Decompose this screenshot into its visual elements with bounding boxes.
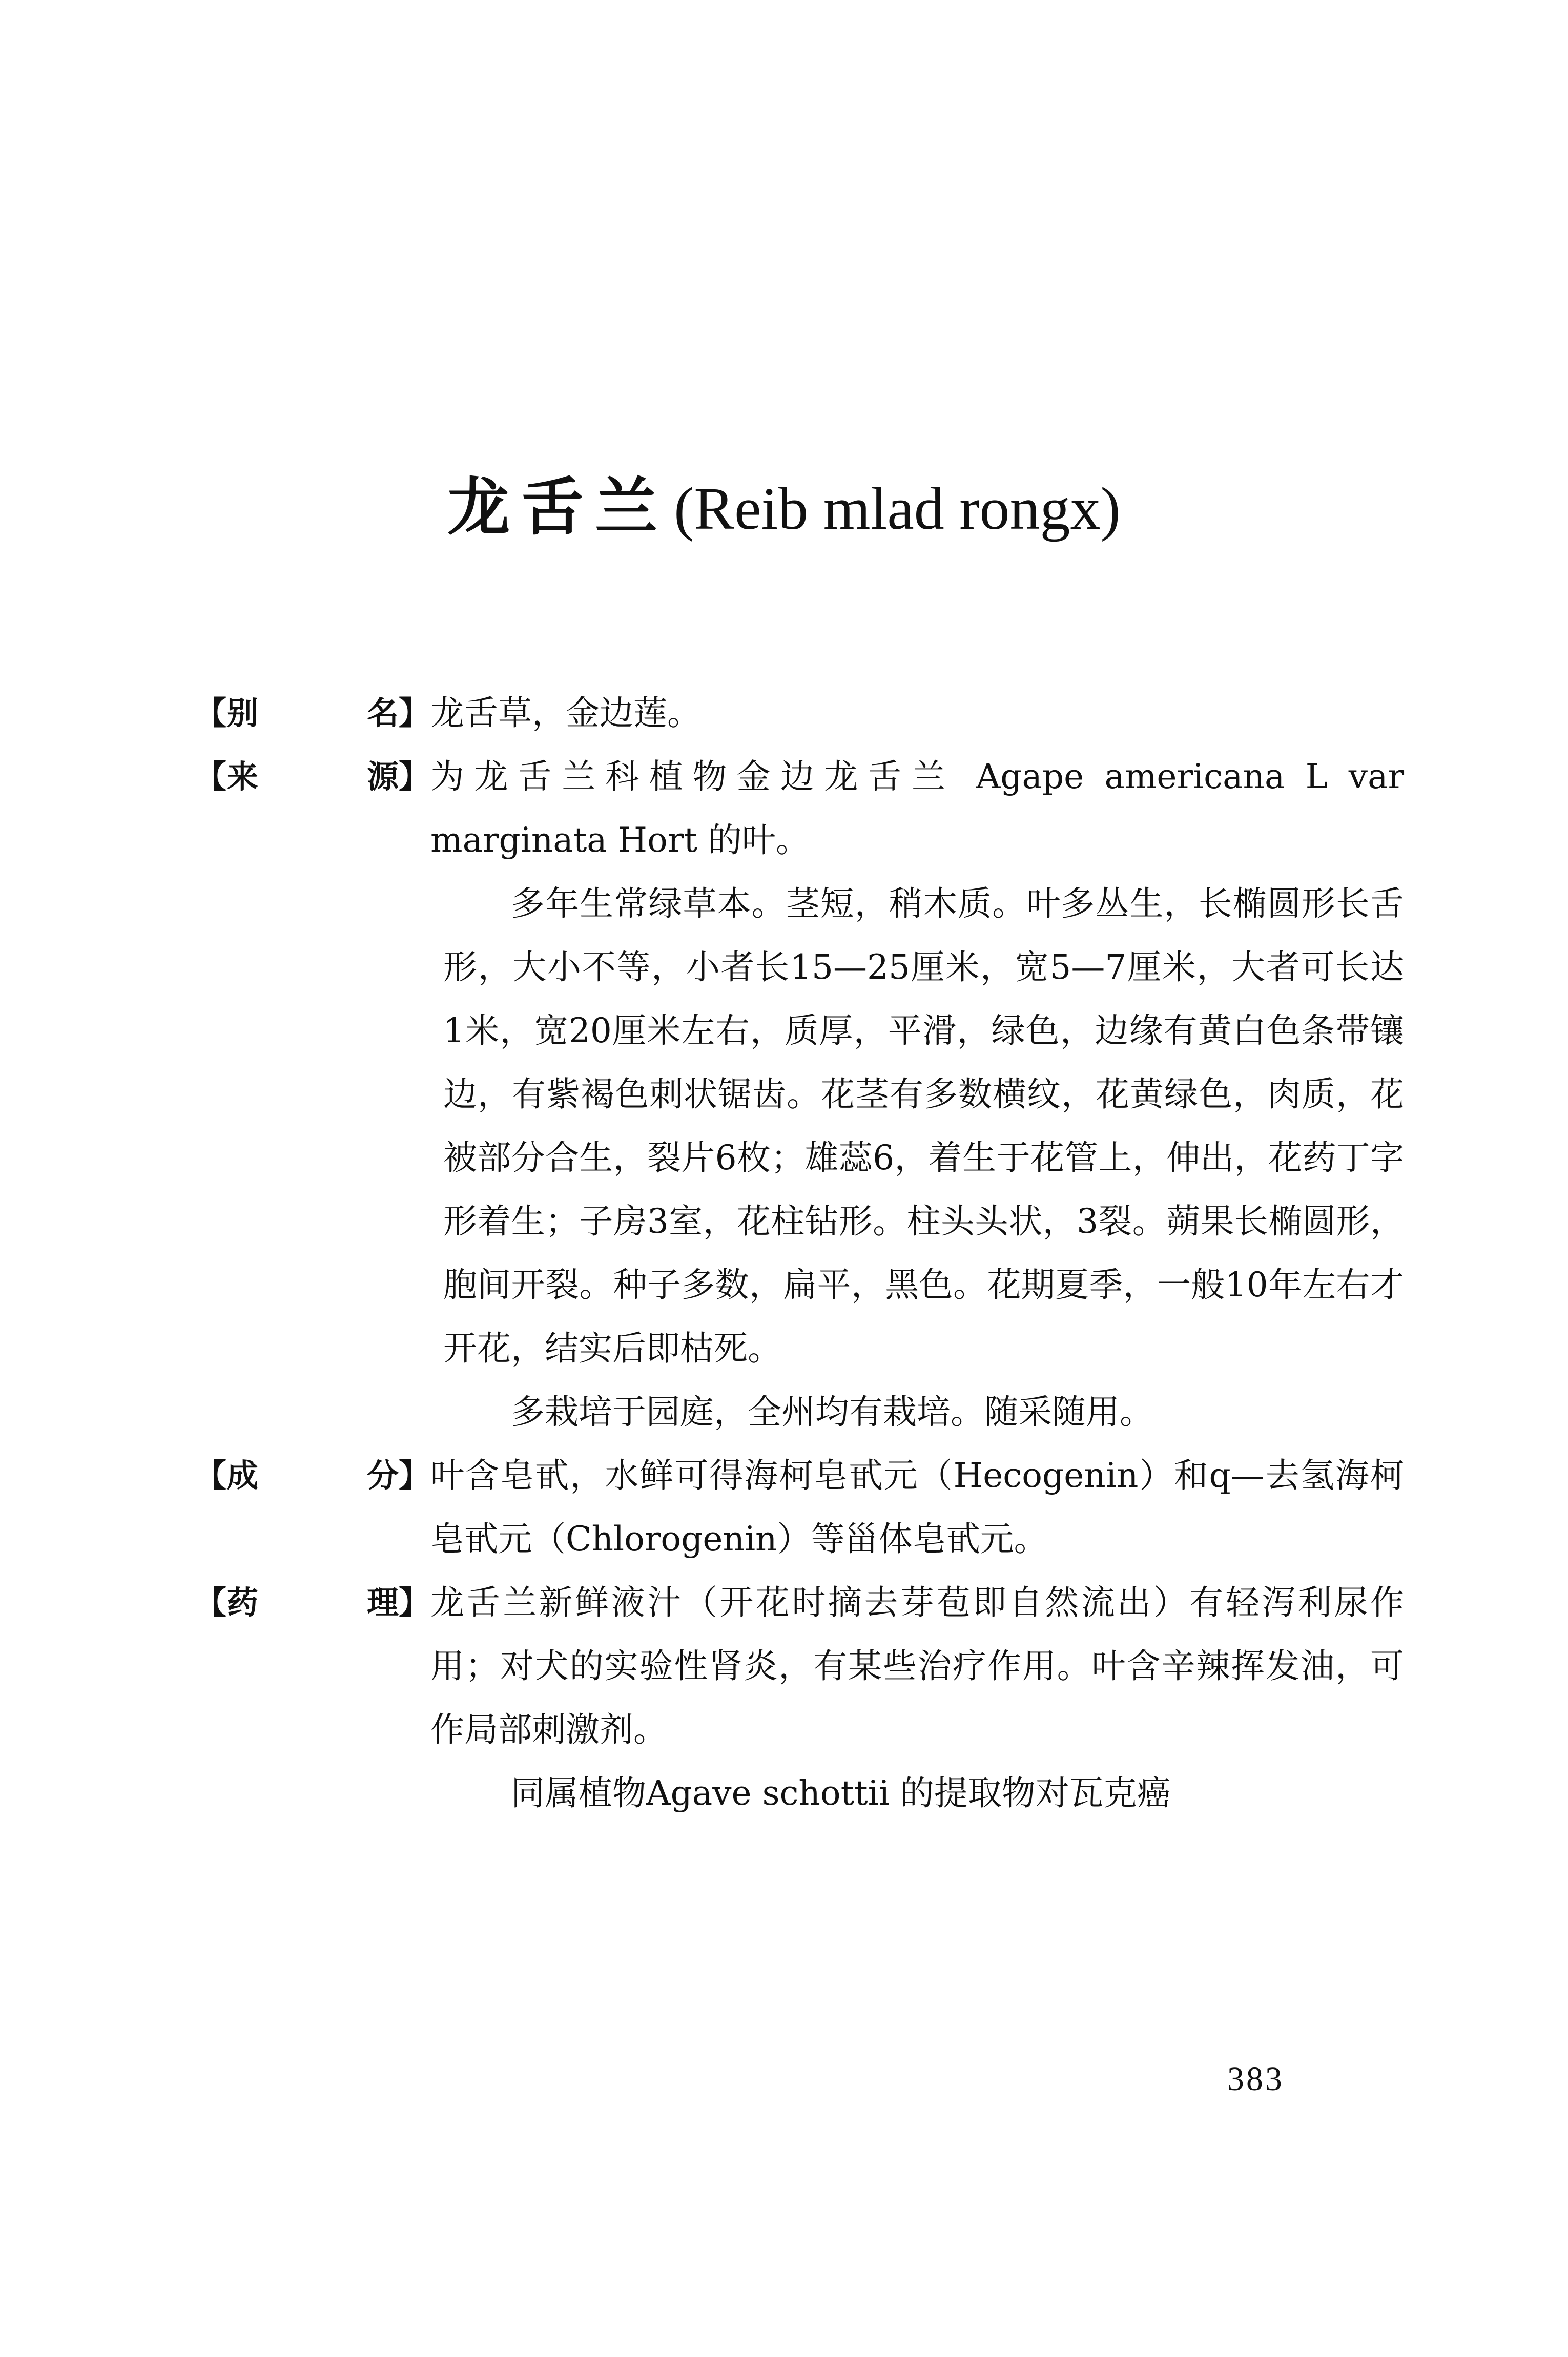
entry-bieming xyxy=(0,681,1568,745)
entry-paragraph: 为龙舌兰科植物金边龙舌兰 Agape americana L var marginata Hort 的叶。 xyxy=(430,757,1404,860)
entry-body xyxy=(430,1444,1404,1571)
entry-label xyxy=(195,745,430,809)
entries xyxy=(0,681,1568,1825)
entry-label-left: 【来 xyxy=(195,758,259,795)
page-title xyxy=(0,461,1568,555)
entry-paragraph: 多栽培于园庭，全州均有栽培。随采随用。 xyxy=(511,1392,1153,1432)
entry-paragraph: 龙舌兰新鲜液汁（开花时摘去芽苞即自然流出）有轻泻利尿作用；对犬的实验性肾炎，有某些治疗作用。叶含辛辣挥发油，可作局部刺激剂。 xyxy=(430,1583,1404,1749)
entry-label xyxy=(195,1571,430,1635)
entry-label xyxy=(195,681,430,745)
entry-paragraph: 龙舌草，金边莲。 xyxy=(430,693,701,733)
entry-paragraph: 叶含皂甙，水鲜可得海柯皂甙元（Hecogenin）和q—去氢海柯皂甙元（Chlorogenin）等甾体皂甙元。 xyxy=(430,1456,1404,1559)
entry-body xyxy=(430,1571,1404,1825)
entry-label-left: 【别 xyxy=(195,694,259,732)
entry-chengfen xyxy=(0,1444,1568,1571)
entry-yaoli xyxy=(0,1571,1568,1825)
entry-label-right: 名】 xyxy=(366,694,430,732)
entry-laiyuan xyxy=(0,745,1568,1444)
entry-body xyxy=(430,745,1404,1444)
entry-body xyxy=(430,681,1404,745)
entry-label-right: 理】 xyxy=(366,1584,430,1621)
entry-label-left: 【成 xyxy=(195,1457,259,1494)
entry-label-right: 源】 xyxy=(366,758,430,795)
entry-label-right: 分】 xyxy=(366,1457,430,1494)
title-latin: (Reib mlad rongx) xyxy=(674,475,1121,542)
page-number: 383 xyxy=(1227,2060,1284,2098)
entry-label-left: 【药 xyxy=(195,1584,259,1621)
entry-label xyxy=(195,1444,430,1507)
title-chinese: 龙舌兰 xyxy=(447,471,669,544)
entry-paragraph: 同属植物Agave schottii 的提取物对瓦克癌 xyxy=(511,1773,1171,1813)
entry-paragraph: 多年生常绿草本。茎短，稍木质。叶多丛生，长椭圆形长舌形，大小不等，小者长15—25厘米，宽5—7厘米，大者可长达1米，宽20厘米左右，质厚，平滑，绿色，边缘有黄白色条带镶边，有紫褐色刺状锯齿。花茎有多数横纹，花黄绿色，肉质，花被部分合生，裂片6枚；雄蕊6，着生于花管上，伸出，花药丁字形着生；子房3室，花柱钻形。柱头头状，3裂。蒴果长椭圆形，胞间开裂。种子多数，扁平，黑色。花期夏季，一般10年左右才开花，结实后即枯死。 xyxy=(443,884,1404,1368)
